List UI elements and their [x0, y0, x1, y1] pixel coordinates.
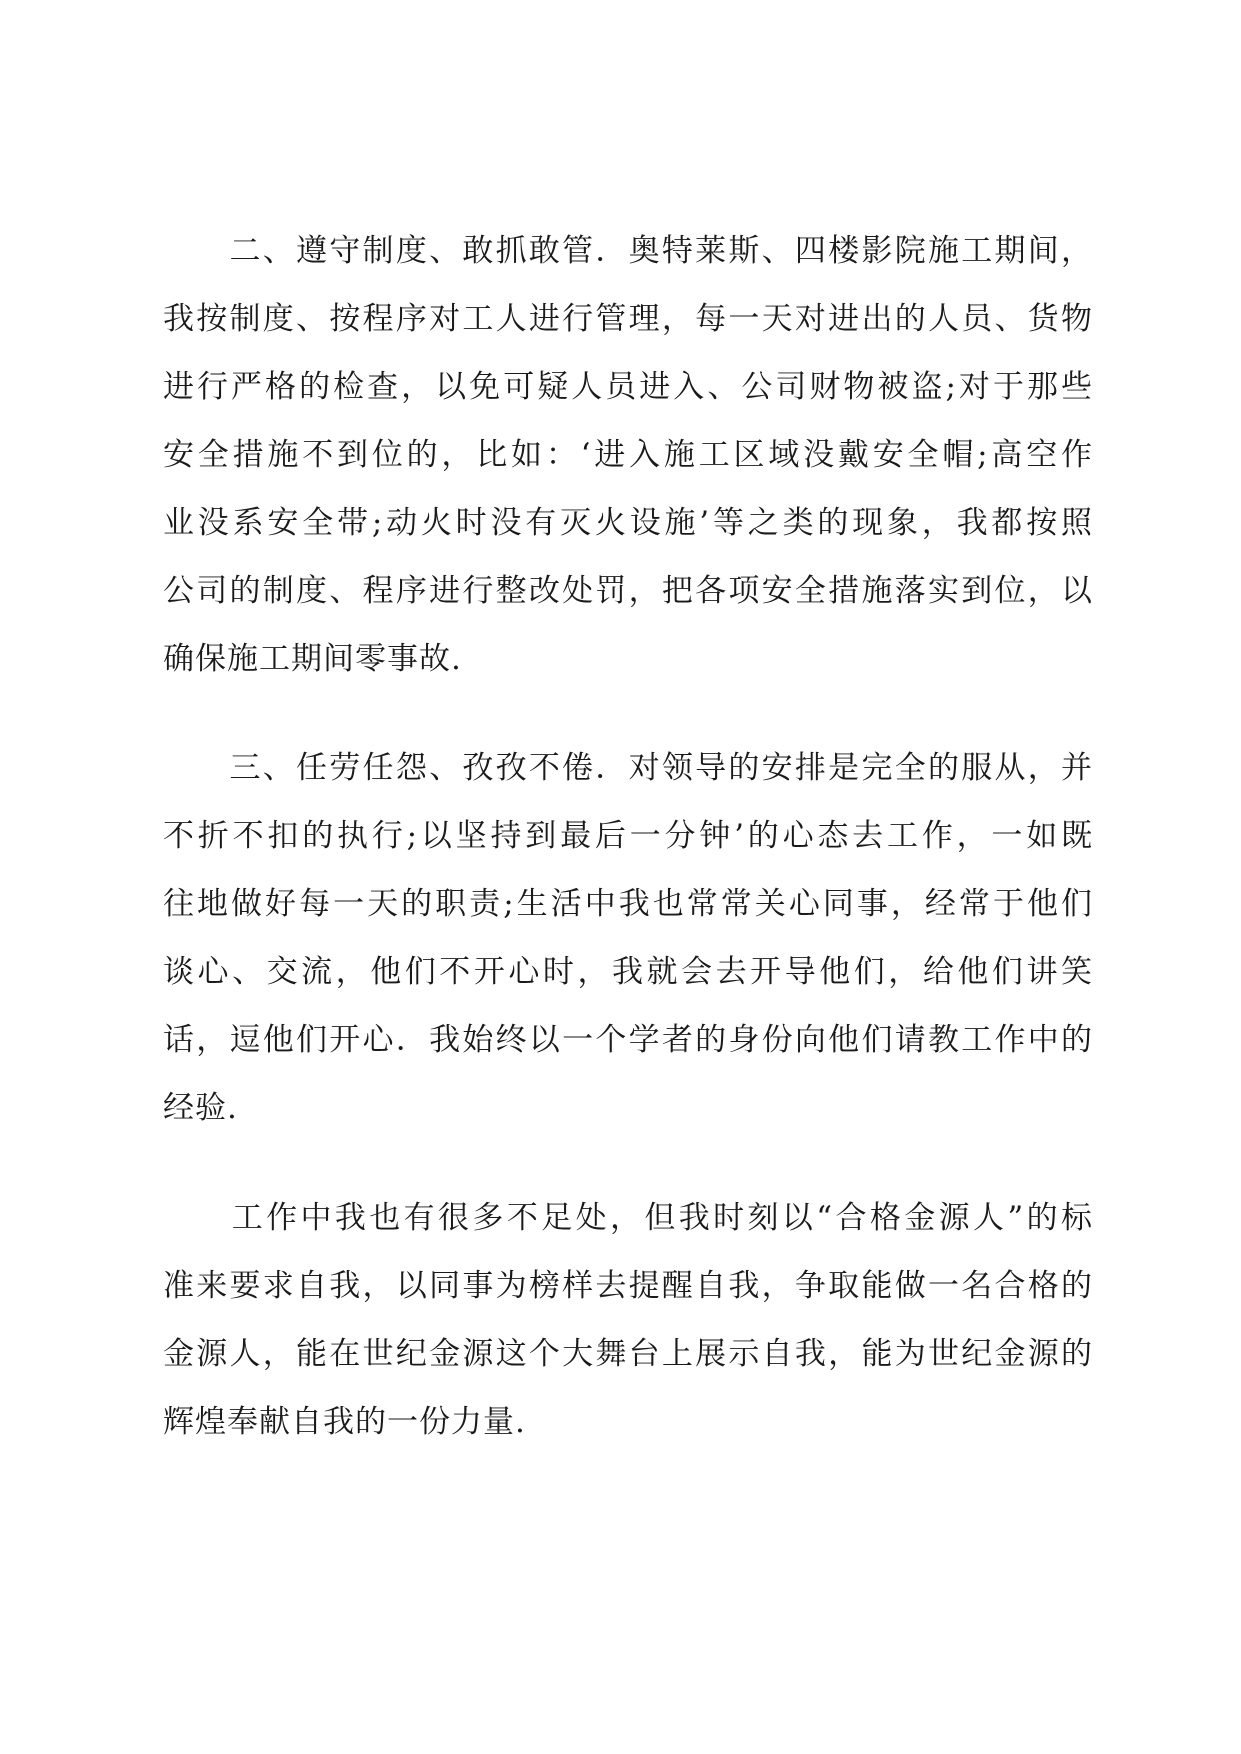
- paragraph-line: 不折不扣的执行;以坚持到最后一分钟’的心态去工作，一如既: [163, 818, 1093, 854]
- paragraph-line: 经验.: [163, 1090, 238, 1126]
- paragraph-line: 公司的制度、程序进行整改处罚，把各项安全措施落实到位，以: [163, 573, 1093, 609]
- paragraph-line: 辉煌奉献自我的一份力量.: [163, 1404, 526, 1440]
- paragraph-line: 准来要求自我，以同事为榜样去提醒自我，争取能做一名合格的: [163, 1268, 1093, 1304]
- paragraph-line: 三、任劳任怨、孜孜不倦．对领导的安排是完全的服从，并: [163, 750, 1093, 786]
- paragraph-line: 金源人，能在世纪金源这个大舞台上展示自我，能为世纪金源的: [163, 1336, 1093, 1372]
- paragraph-line: 安全措施不到位的，比如：‘进入施工区域没戴安全帽;高空作: [163, 437, 1093, 473]
- paragraph-line: 进行严格的检查，以免可疑人员进入、公司财物被盗;对于那些: [163, 369, 1093, 405]
- paragraph-line: 我按制度、按程序对工人进行管理，每一天对进出的人员、货物: [163, 301, 1093, 337]
- paragraph-line: 往地做好每一天的职责;生活中我也常常关心同事，经常于他们: [163, 886, 1093, 922]
- paragraph-line: 谈心、交流，他们不开心时，我就会去开导他们，给他们讲笑: [163, 954, 1093, 990]
- paragraph-2-compliance: [163, 232, 1093, 708]
- paragraph-line: 话，逗他们开心．我始终以一个学者的身份向他们请教工作中的: [163, 1022, 1093, 1058]
- paragraph-line: 二、遵守制度、敢抓敢管．奥特莱斯、四楼影院施工期间，: [163, 233, 1093, 269]
- paragraph-line: 确保施工期间零事故.: [163, 641, 462, 677]
- paragraph-conclusion: [163, 1199, 1093, 1471]
- paragraph-line: 工作中我也有很多不足处，但我时刻以“合格金源人”的标: [163, 1200, 1093, 1236]
- paragraph-line: 业没系安全带;动火时没有灭火设施’等之类的现象，我都按照: [163, 505, 1093, 541]
- paragraph-3-diligence: [163, 749, 1093, 1157]
